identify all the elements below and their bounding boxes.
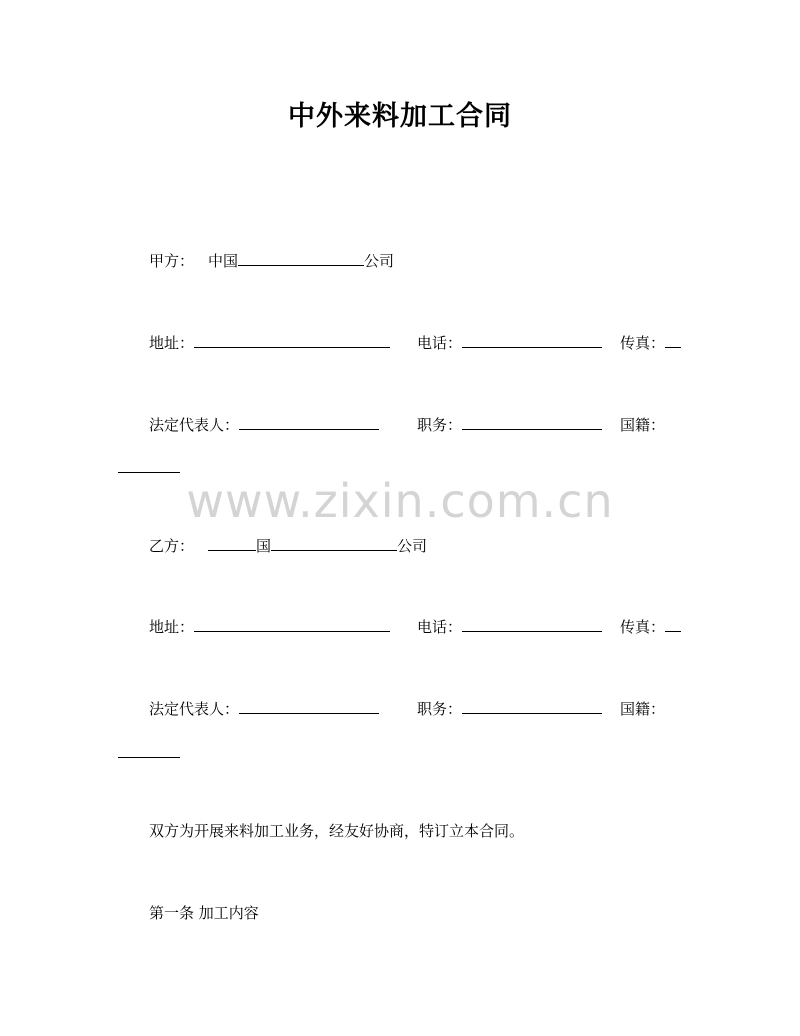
phone-label: 电话： — [417, 618, 463, 636]
position-label: 职务： — [417, 416, 463, 434]
position-blank — [462, 415, 602, 430]
party-b-label: 乙方： — [149, 537, 195, 555]
address-label: 地址： — [149, 618, 195, 636]
party-a-suffix: 公司 — [364, 252, 395, 270]
party-a-address — [149, 333, 390, 353]
fax-label: 传真： — [620, 334, 666, 352]
party-b-legal-rep — [149, 699, 379, 719]
address-blank — [194, 333, 390, 348]
party-b-suffix: 公司 — [397, 537, 428, 555]
legal-rep-blank — [239, 415, 379, 430]
address-label: 地址： — [149, 334, 195, 352]
phone-blank — [462, 617, 602, 632]
fax-label: 传真： — [620, 618, 666, 636]
watermark: www.zixin.com.cn — [186, 474, 614, 528]
phone-blank — [462, 333, 602, 348]
nationality-label: 国籍： — [620, 700, 666, 718]
legal-rep-label: 法定代表人： — [149, 416, 240, 434]
party-a-name-blank — [238, 251, 364, 266]
party-a-prefix: 中国 — [208, 252, 239, 270]
party-a-label: 甲方： — [149, 252, 195, 270]
position-blank — [462, 699, 602, 714]
party-a-nationality-blank — [118, 472, 180, 473]
party-b-phone — [417, 617, 602, 637]
party-b-address — [149, 617, 390, 637]
party-b-fax — [620, 617, 681, 637]
document-title: 中外来料加工合同 — [288, 101, 512, 132]
party-b-position — [417, 699, 602, 719]
party-a-phone — [417, 333, 602, 353]
nationality-label: 国籍： — [620, 416, 666, 434]
article-1-heading: 第一条 加工内容 — [149, 904, 259, 922]
legal-rep-blank — [239, 699, 379, 714]
party-b-nationality-blank — [118, 757, 180, 758]
party-b-country-blank — [208, 536, 256, 551]
party-a-line — [149, 251, 394, 271]
intro-paragraph: 双方为开展来料加工业务，经友好协商，特订立本合同。 — [149, 822, 525, 840]
party-b-nationality — [620, 699, 665, 719]
party-a-nationality — [620, 415, 665, 435]
party-b-line — [149, 536, 427, 556]
address-blank — [194, 617, 390, 632]
phone-label: 电话： — [417, 334, 463, 352]
fax-blank — [665, 617, 681, 632]
party-a-legal-rep — [149, 415, 379, 435]
party-b-name-blank — [271, 536, 397, 551]
party-a-fax — [620, 333, 681, 353]
party-a-position — [417, 415, 602, 435]
fax-blank — [665, 333, 681, 348]
legal-rep-label: 法定代表人： — [149, 700, 240, 718]
party-b-country-suffix: 国 — [256, 537, 272, 555]
position-label: 职务： — [417, 700, 463, 718]
